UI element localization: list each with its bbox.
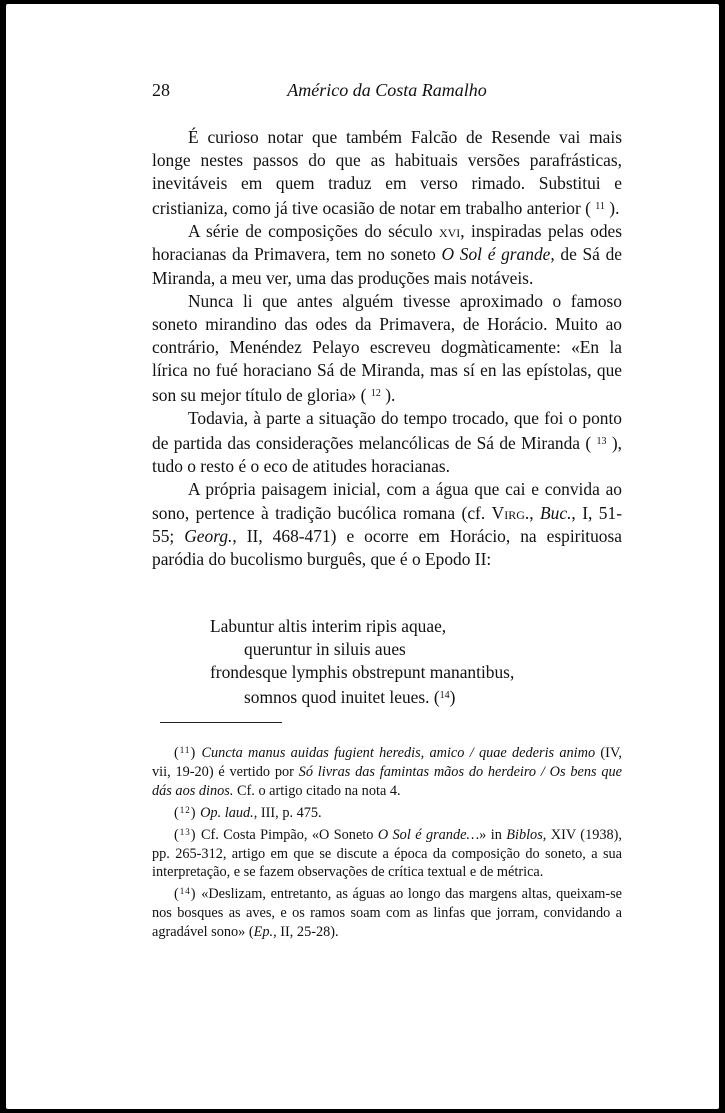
poem-line-last: somnos quod inuitet leues. ($^{14}$) [244,687,456,707]
paragraph: Todavia, à parte a situação do tempo trocado, que foi o ponto de partida das considerações melancólicas de Sá de Miranda ( $^{13}$ ), tudo o resto é o eco de atitudes horacianas. [152,408,622,477]
main-text [152,126,622,571]
page-header [152,80,622,106]
latin-poem [210,615,590,709]
footnote-separator [160,722,282,723]
page-number: 28 [152,80,170,100]
footnote-ref: 12 [370,388,381,400]
poem-line: queruntur in siluis aues [244,639,406,659]
century-numeral: xvi [438,221,461,242]
paragraph: A série de composições do século xvi, inspiradas pelas odes horacianas da Primavera, tem no soneto O Sol é grande, de Sá de Miranda, a meu ver, uma das produções mais notáveis. [152,221,623,288]
footnote: ($^{14}$) «Deslizam, entretanto, as águas ao longo das margens altas, queixam-se nos bosques as aves, e os ramos soam com as linfas que jorram, convidando a agradável sono» (Ep., II, 25-28). [152,886,623,941]
paragraph: A própria paisagem inicial, com a água que cai e convida ao sono, pertence à tradição bucólica romana (cf. Virg., Buc., I, 51-55; Georg., II, 468-471) e ocorre em Horácio, na espirituosa paródia do bucolismo burguês, que é o Epodo II: [152,479,622,569]
footnote: ($^{11}$) Cuncta manus auidas fugient heredis, amico / quae dederis animo (IV, vii, 19-20) é vertido por Só livras das famintas mãos do herdeiro / Os bens que dás aos dinos. Cf. o artigo citado na nota 4. [152,745,622,799]
footnote-ref: 14 [439,690,450,701]
poem-line: Labuntur altis interim ripis aquae, [210,616,447,636]
footnote: ($^{12}$) Op. laud., III, p. 475. [174,804,322,821]
footnote: ($^{13}$) Cf. Costa Pimpão, «O Soneto O Sol é grande…» in Biblos, XIV (1938), pp. 265-312, artigo em que se discute a época da composição do soneto, a sua interpretação, e se fazem observações de crítica textual e de métrica. [152,826,622,881]
footnote-ref: 11 [595,201,605,213]
footnotes [152,741,622,942]
running-head: Américo da Costa Ramalho [287,80,487,100]
poem-line: frondesque lymphis obstrepunt manantibus, [210,662,515,682]
footnote-ref: 13 [596,436,607,448]
paragraph: É curioso notar que também Falcão de Resende vai mais longe nestes passos do que as habituais versões parafrásticas, inevitáveis em quem traduz em verso rimado. Substitui e cristianiza, como já tive ocasião de notar em trabalho anterior ( $^{11}$ ). [152,127,622,219]
paragraph: Nunca li que antes alguém tivesse aproximado o famoso soneto mirandino das odes da Primavera, de Horácio. Muito ao contrário, Menéndez Pelayo escreveu dogmàticamente: «En la lírica no fué horaciano Sá de Miranda, mas sí en las epístolas, que son su mejor título de gloria» ( $^{12}$ ). [152,290,622,406]
sonnet-title: O Sol é grande, [441,244,555,265]
